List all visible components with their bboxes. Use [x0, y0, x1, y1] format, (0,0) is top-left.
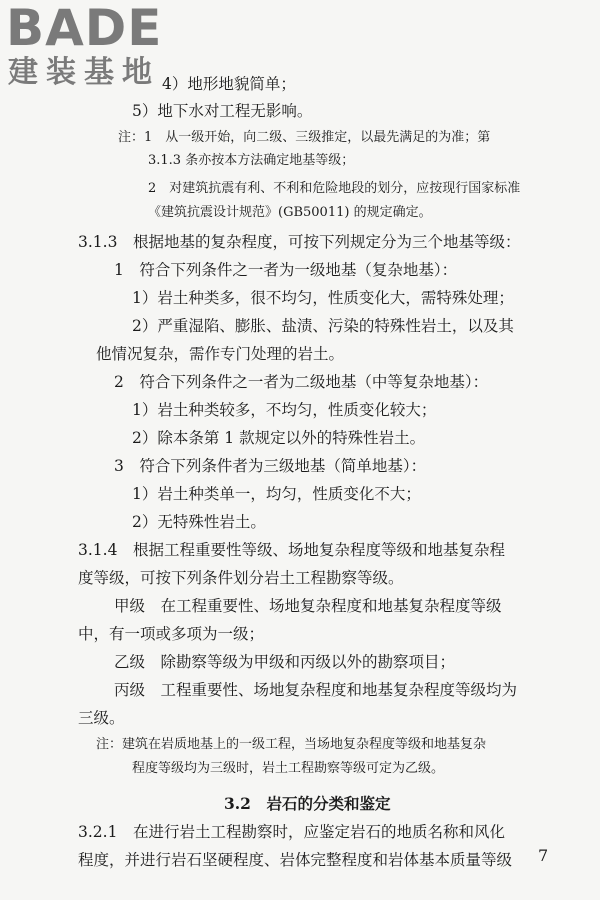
- text-line: 甲级 在工程重要性、场地复杂程度和地基复杂程度等级: [114, 597, 502, 615]
- logo-subtitle: 建装基地: [8, 55, 160, 90]
- text-line: 1）岩土种类单一，均匀，性质变化不大；: [132, 485, 421, 503]
- page-number: 7: [538, 846, 549, 865]
- clause-line: 3.1.4 根据工程重要性等级、场地复杂程度等级和地基复杂程: [78, 541, 505, 559]
- text-line: 2）无特殊性岩土。: [132, 513, 266, 531]
- note-line: 《建筑抗震设计规范》(GB50011) 的规定确定。: [148, 205, 432, 220]
- text-line: 乙级 除勘察等级为甲级和丙级以外的勘察项目；: [114, 653, 456, 671]
- clause-line: 3.2.1 在进行岩土工程勘察时，应鉴定岩石的地质名称和风化: [78, 823, 505, 841]
- note-line: 注：1 从一级开始，向二级、三级推定，以最先满足的为准；第: [118, 130, 491, 145]
- note-line: 注：建筑在岩质地基上的一级工程，当场地复杂程度等级和地基复杂: [96, 737, 487, 752]
- text-line: 5）地下水对工程无影响。: [132, 102, 313, 120]
- text-line: 程度，并进行岩石坚硬程度、岩体完整程度和岩体基本质量等级: [78, 851, 513, 869]
- logo-mark: BADE: [6, 0, 163, 57]
- text-line: 1 符合下列条件之一者为一级地基（复杂地基）：: [114, 261, 458, 279]
- text-line: 4）地形地貌简单；: [162, 75, 296, 93]
- note-line: 程度等级均为三级时，岩土工程勘察等级可定为乙级。: [132, 761, 445, 776]
- section-heading: 3.2 岩石的分类和鉴定: [224, 794, 391, 813]
- note-line: 3.1.3 条亦按本方法确定地基等级；: [148, 153, 355, 168]
- text-line: 2）除本条第 1 款规定以外的特殊性岩土。: [132, 429, 426, 447]
- text-line: 2）严重湿陷、膨胀、盐渍、污染的特殊性岩土，以及其: [132, 317, 514, 335]
- note-line: 2 对建筑抗震有利、不利和危险地段的划分，应按现行国家标准: [148, 181, 521, 196]
- text-line: 丙级 工程重要性、场地复杂程度和地基复杂程度等级均为: [114, 681, 518, 699]
- text-line: 2 符合下列条件之一者为二级地基（中等复杂地基）：: [114, 373, 489, 391]
- text-line: 1）岩土种类较多，不均匀，性质变化较大；: [132, 401, 437, 419]
- text-line: 度等级，可按下列条件划分岩土工程勘察等级。: [78, 569, 404, 587]
- text-line: 三级。: [78, 709, 125, 727]
- text-line: 中，有一项或多项为一级；: [78, 625, 265, 643]
- brand-logo: [6, 2, 176, 98]
- text-line: 3 符合下列条件者为三级地基（简单地基）：: [114, 457, 427, 475]
- clause-line: 3.1.3 根据地基的复杂程度，可按下列规定分为三个地基等级：: [78, 233, 521, 251]
- text-line: 他情况复杂，需作专门处理的岩土。: [96, 345, 345, 363]
- text-line: 1）岩土种类多，很不均匀，性质变化大，需特殊处理；: [132, 289, 514, 307]
